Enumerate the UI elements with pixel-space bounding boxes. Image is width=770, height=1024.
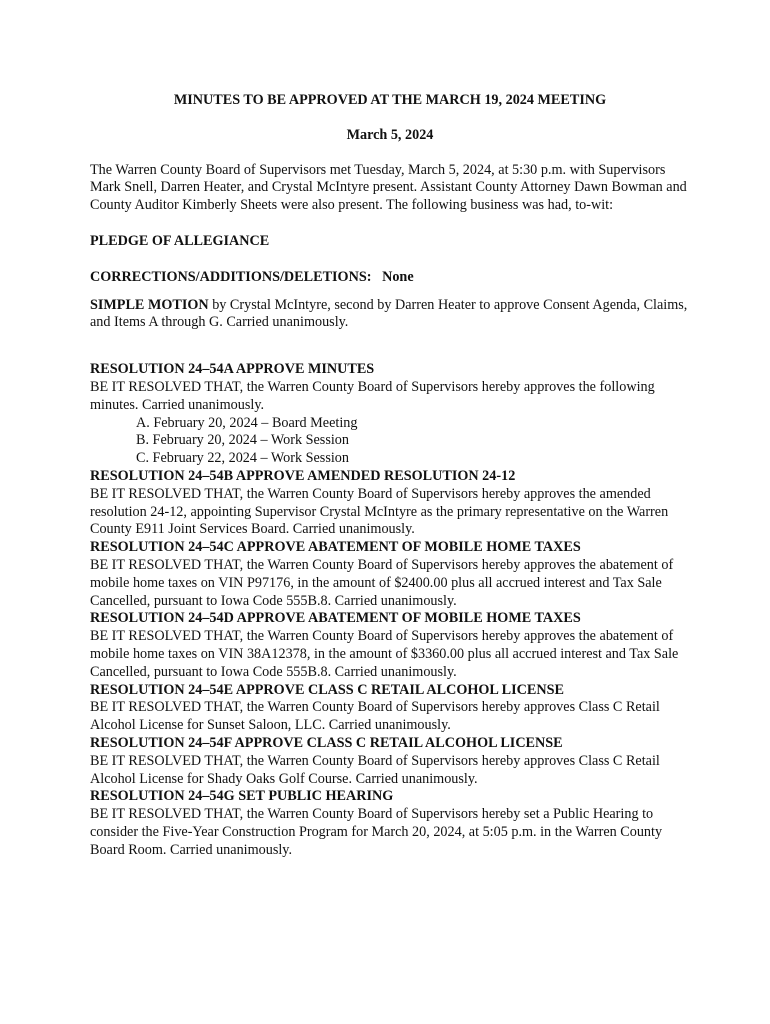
simple-motion-label: SIMPLE MOTION xyxy=(90,296,209,313)
resolution-heading: RESOLUTION 24–54D APPROVE ABATEMENT OF MOBILE HOME TAXES xyxy=(90,610,581,627)
pledge-heading: PLEDGE OF ALLEGIANCE xyxy=(90,232,270,249)
list-item: A. February 20, 2024 – Board Meeting xyxy=(136,414,358,431)
resolution-f xyxy=(90,735,690,788)
corrections-value: None xyxy=(382,268,414,285)
simple-motion-paragraph xyxy=(90,297,690,333)
resolution-heading: RESOLUTION 24–54B APPROVE AMENDED RESOLUTION 24-12 xyxy=(90,467,516,484)
minutes-list xyxy=(90,415,690,468)
corrections-line xyxy=(90,269,690,287)
resolution-body: BE IT RESOLVED THAT, the Warren County Board of Supervisors hereby approves Class C Retail Alcohol License for Shady Oaks Golf Course. Carried unanimously. xyxy=(90,752,660,787)
resolution-body: BE IT RESOLVED THAT, the Warren County Board of Supervisors hereby approves the abatement of mobile home taxes on VIN P97176, in the amount of $2400.00 plus all accrued interest and Tax Sale Cancelled, pursuant to Iowa Code 555B.8. Carried unanimously. xyxy=(90,556,674,609)
list-item: B. February 20, 2024 – Work Session xyxy=(136,432,349,449)
resolution-body: BE IT RESOLVED THAT, the Warren County Board of Supervisors hereby approves the abatement of mobile home taxes on VIN 38A12378, in the amount of $3360.00 plus all accrued interest and Tax Sale Cancelled, pursuant to Iowa Code 555B.8. Carried unanimously. xyxy=(90,628,679,680)
resolution-d xyxy=(90,610,690,681)
document-title: MINUTES TO BE APPROVED AT THE MARCH 19, 2024 MEETING xyxy=(173,92,607,108)
resolution-heading: RESOLUTION 24–54G SET PUBLIC HEARING xyxy=(90,788,394,805)
resolution-body: BE IT RESOLVED THAT, the Warren County Board of Supervisors hereby approves the following minutes. Carried unanimously. xyxy=(90,378,655,413)
simple-motion-text: by Crystal McIntyre, second by Darren Heater to approve Consent Agenda, Claims, and Items A through G. Carried unanimously. xyxy=(90,296,688,331)
resolution-e xyxy=(90,682,690,735)
resolution-heading: RESOLUTION 24–54C APPROVE ABATEMENT OF MOBILE HOME TAXES xyxy=(90,539,581,556)
intro-paragraph: The Warren County Board of Supervisors met Tuesday, March 5, 2024, at 5:30 p.m. with Supervisors Mark Snell, Darren Heater, and Crystal McIntyre present. Assistant County Attorney Dawn Bowman and County Auditor Kimberly Sheets were also present. The following business was had, to-wit: xyxy=(90,161,687,214)
resolution-heading: RESOLUTION 24–54E APPROVE CLASS C RETAIL ALCOHOL LICENSE xyxy=(90,681,564,698)
resolution-body: BE IT RESOLVED THAT, the Warren County Board of Supervisors hereby approves the amended resolution 24-12, appointing Supervisor Crystal McIntyre as the primary representative on the Warren County E911 Joint Services Board. Carried unanimously. xyxy=(90,485,669,538)
list-item: C. February 22, 2024 – Work Session xyxy=(136,450,349,467)
resolution-body: BE IT RESOLVED THAT, the Warren County Board of Supervisors hereby approves Class C Retail Alcohol License for Sunset Saloon, LLC. Carried unanimously. xyxy=(90,699,660,734)
resolution-c xyxy=(90,539,690,610)
resolution-g xyxy=(90,788,690,859)
resolution-b xyxy=(90,468,690,539)
meeting-date: March 5, 2024 xyxy=(346,126,434,143)
resolution-heading: RESOLUTION 24–54A APPROVE MINUTES xyxy=(90,361,375,378)
corrections-label: CORRECTIONS/ADDITIONS/DELETIONS: xyxy=(90,268,372,285)
resolution-heading: RESOLUTION 24–54F APPROVE CLASS C RETAIL ALCOHOL LICENSE xyxy=(90,734,563,751)
resolution-body: BE IT RESOLVED THAT, the Warren County Board of Supervisors hereby set a Public Hearing to consider the Five-Year Construction Program for March 20, 2024, at 5:05 p.m. in the Warren County Board Room. Carried unanimously. xyxy=(90,806,663,858)
resolution-a xyxy=(90,361,690,468)
minutes-document xyxy=(90,92,690,859)
